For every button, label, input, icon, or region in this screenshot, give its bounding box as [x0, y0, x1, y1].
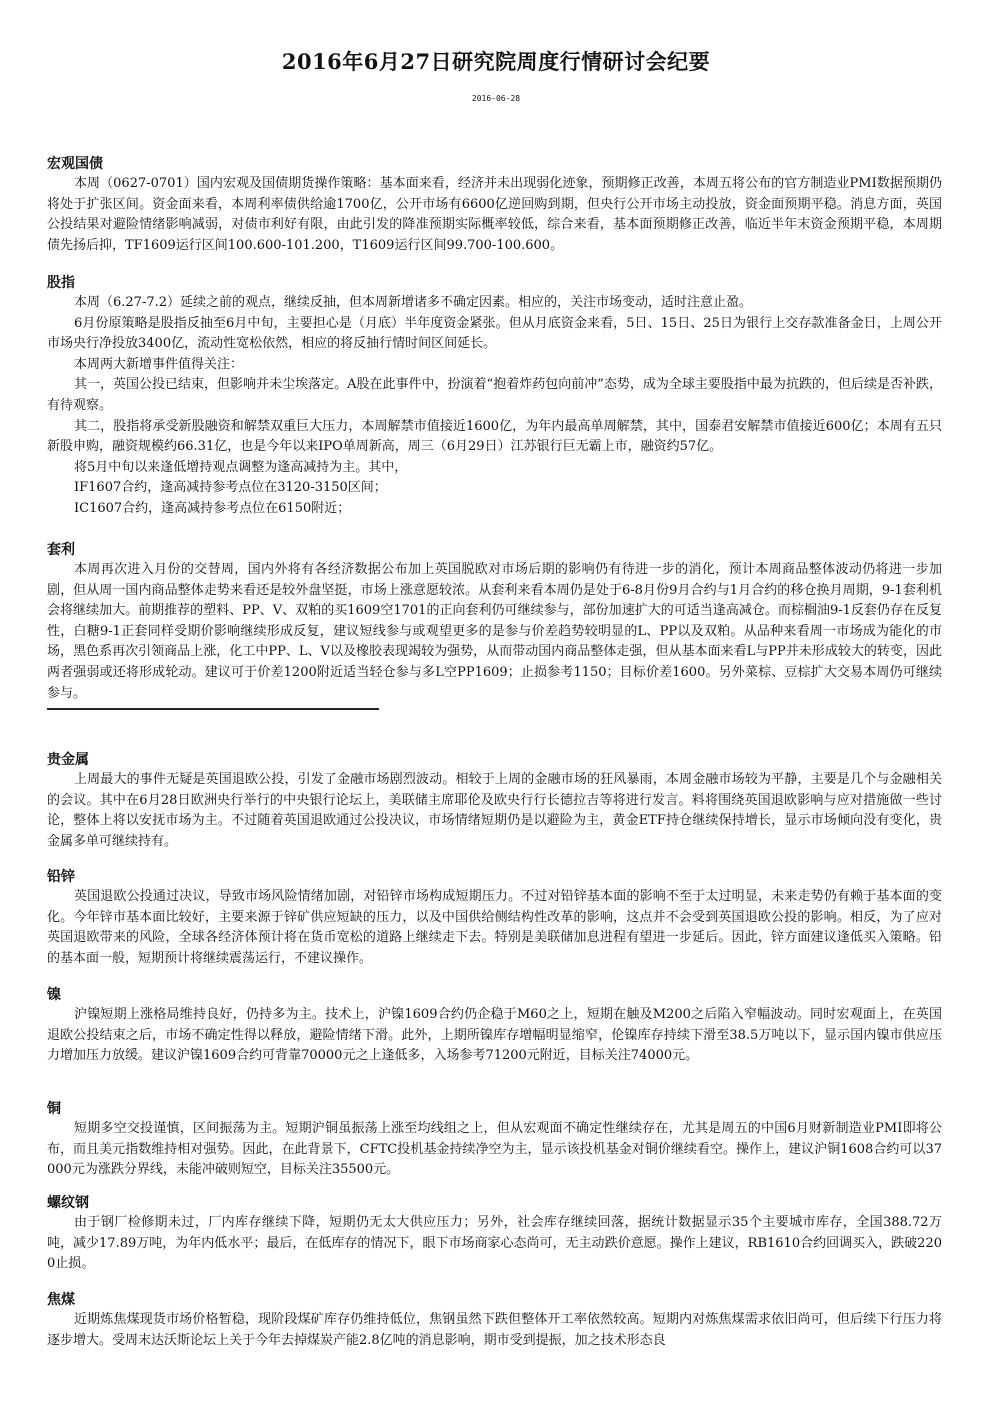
paragraph: 本周（6.27-7.2）延续之前的观点，继续反抽，但本周新增诸多不确定因素。相应的，关注市场变动，适时注意止盈。 — [74, 295, 753, 310]
paragraph: 本周两大新增事件值得关注： — [74, 356, 244, 372]
section-rebar — [47, 1193, 942, 1275]
paragraph: 近期炼焦煤现货市场价格暂稳，现阶段煤矿库存仍维持低位，焦钢虽然下跌但整体开工率依然较高。短期内对炼焦煤需求依旧尚可，但后续下行压力将逐步增大。受周末达沃斯论坛上关于今年去掉煤炭产能2.8亿吨的消息影响，期市受到提振，加之技术形态良 — [47, 1312, 942, 1348]
paragraph: 6月份原策略是股指反抽至6月中旬，主要担心是（月底）半年度资金紧张。但从月底资金来看，5日、15日、25日为银行上交存款准备金日，上周公开市场央行净投放3400亿，流动性宽松依然，相应的将反抽行情时间区间延长。 — [47, 315, 942, 352]
paragraph: 上周最大的事件无疑是英国退欧公投，引发了金融市场剧烈波动。相较于上周的金融市场的狂风暴雨，本周金融市场较为平静，主要是几个与金融相关的会议。其中在6月28日欧洲央行举行的中央银行论坛上，美联储主席耶伦及欧央行行长德拉吉等将进行发言。料将围绕英国退欧影响与应对措施做一些讨论，整体上将以安抚市场为主。不过随着英国退欧通过公投决议，市场情绪短期仍是以避险为主，黄金ETF持仓继续保持增长，显示市场倾向没有变化，贵金属多单可继续持有。 — [47, 772, 942, 849]
section-heading: 铅锌 — [47, 869, 75, 885]
section-stock-index — [47, 273, 942, 520]
paragraph: 英国退欧公投通过决议，导致市场风险情绪加剧，对铅锌市场构成短期压力。不过对铅锌基本面的影响不至于太过明显，未来走势仍有赖于基本面的变化。今年锌市基本面比较好，主要来源于锌矿供应短缺的压力，以及中国供给侧结构性改革的影响，这点并不会受到英国退欧公投的影响。相反，为了应对英国退欧带来的风险，全球各经济体预计将在货币宽松的道路上继续走下去。特别是美联储加息进程有望进一步延后。因此，锌方面建议逢低买入策略。铅的基本面一般，短期预计将继续震荡运行，不建议操作。 — [47, 889, 942, 966]
divider — [47, 708, 379, 710]
section-heading: 铜 — [47, 1101, 61, 1117]
section-coking-coal — [47, 1290, 942, 1351]
paragraph: 将5月中旬以来逢低增持观点调整为逢高减持为主。其中， — [74, 459, 408, 475]
document-date: 2016-06-28 — [471, 94, 521, 103]
paragraph: 其二，股指将承受新股融资和解禁双重巨大压力，本周解禁市值接近1600亿，为年内最高单周解禁，其中，国泰君安解禁市值接近600亿；本周有五只新股申购，融资规模约66.31亿，也是今年以来IPO单周新高，周三（6月29日）江苏银行巨无霸上市，融资约57亿。 — [47, 418, 942, 455]
section-nickel — [47, 985, 942, 1067]
section-heading: 螺纹钢 — [47, 1195, 89, 1211]
section-heading: 套利 — [47, 542, 75, 558]
paragraph: 本周（0627-0701）国内宏观及国债期货操作策略：基本面来看，经济并未出现弱化迹象，预期修正改善，本周五将公布的官方制造业PMI数据预期仍将处于扩张区间。资金面来看，本周利率债供给逾1700亿，公开市场有6600亿逆回购到期，但央行公开市场主动投放，资金面预期平稳。消息方面，英国公投结果对避险情绪影响减弱，对债市利好有限，由此引发的降准预期实际概率较低，综合来看，基本面预期修正改善，临近半年末资金预期平稳，本周期债先扬后抑，TF1609运行区间100.600-101.200，T1609运行区间99.700-100.600。 — [47, 176, 942, 253]
section-macro-bonds — [47, 154, 942, 256]
section-copper — [47, 1099, 942, 1181]
paragraph: 其一，英国公投已结束，但影响并未尘埃落定。A股在此事件中，扮演着“抱着炸药包向前冲”态势，成为全球主要股指中最为抗跌的，但后续是否补跌，有待观察。 — [47, 377, 942, 413]
section-heading: 焦煤 — [47, 1292, 75, 1308]
paragraph: IC1607合约，逢高减持参考点位在6150附近； — [74, 500, 351, 516]
section-heading: 股指 — [47, 275, 75, 291]
paragraph: 沪镍短期上涨格局维持良好，仍持多为主。技术上，沪镍1609合约仍企稳于M60之上，短期在触及M200之后陷入窄幅波动。同时宏观面上，在英国退欧公投结束之后，市场不确定性得以释放，避险情绪下滑。此外，上期所镍库存增幅明显缩窄，伦镍库存持续下滑至38.5万吨以下，显示国内镍市供应压力增加压力放缓。建议沪镍1609合约可背靠70000元之上逢低多，入场参考71200元附近，目标关注74000元。 — [47, 1007, 942, 1064]
document-title: 2016年6月27日研究院周度行情研讨会纪要 — [281, 49, 711, 74]
section-heading: 镍 — [47, 987, 61, 1003]
section-heading: 贵金属 — [47, 752, 89, 768]
paragraph: 短期多空交投谨慎，区间振荡为主。短期沪铜虽振荡上涨至均线组之上，但从宏观面不确定性继续存在，尤其是周五的中国6月财新制造业PMI即将公布，而且美元指数维持相对强势。因此，在此背景下，CFTC投机基金持续净空为主，显示该投机基金对铜价继续看空。操作上，建议沪铜1608合约可以37000元为涨跌分界线，未能冲破则短空，目标关注35500元。 — [47, 1121, 942, 1178]
section-arbitrage — [47, 540, 942, 710]
section-lead-zinc — [47, 867, 942, 969]
paragraph: 由于钢厂检修期未过，厂内库存继续下降，短期仍无太大供应压力；另外，社会库存继续回落，据统计数据显示35个主要城市库存，全国388.72万吨，减少17.89万吨，为年内低水平；最后，在低库存的情况下，眼下市场商家心态尚可，无主动跌价意愿。操作上建议，RB1610合约回调买入，跌破2200止损。 — [47, 1215, 942, 1272]
section-precious-metals — [47, 750, 942, 852]
paragraph: 本周再次进入月份的交替周，国内外将有各经济数据公布加上英国脱欧对市场后期的影响仍有待进一步的消化，预计本周商品整体波动仍将进一步加剧，但从周一国内商品整体走势来看还是较外盘坚挺，市场上涨意愿较浓。从套利来看本周仍是处于6-8月份9月合约与1月合约的移仓换月周期，9-1套利机会将继续加大。前期推荐的塑料、PP、V、双粕的买1609空1701的正向套利仍可继续参与，部份加速扩大的可适当逢高减仓。而棕榈油9-1反套仍存在反复性，白糖9-1正套同样受期价影响继续形成反复，建议短线参与或观望更多的是参与价差趋势较明显的L、PP以及双粕。从品种来看周一市场成为能化的市场，黑色系再次引领商品上涨，化工中PP、L、V以及橡胶表现竭较为强势，从而带动国内商品整体走强，但从基本面来看L与PP并未形成较大的转变，因此两者强弱或还将形成轮动。建议可于价差1200附近适当轻仓参与多L空PP1609；止损参考1150；目标价差1600。另外菜棕、豆棕扩大交易本周仍可继续参与。 — [47, 562, 942, 701]
paragraph: IF1607合约，逢高减持参考点位在3120-3150区间； — [74, 480, 387, 496]
section-heading: 宏观国债 — [47, 156, 103, 172]
